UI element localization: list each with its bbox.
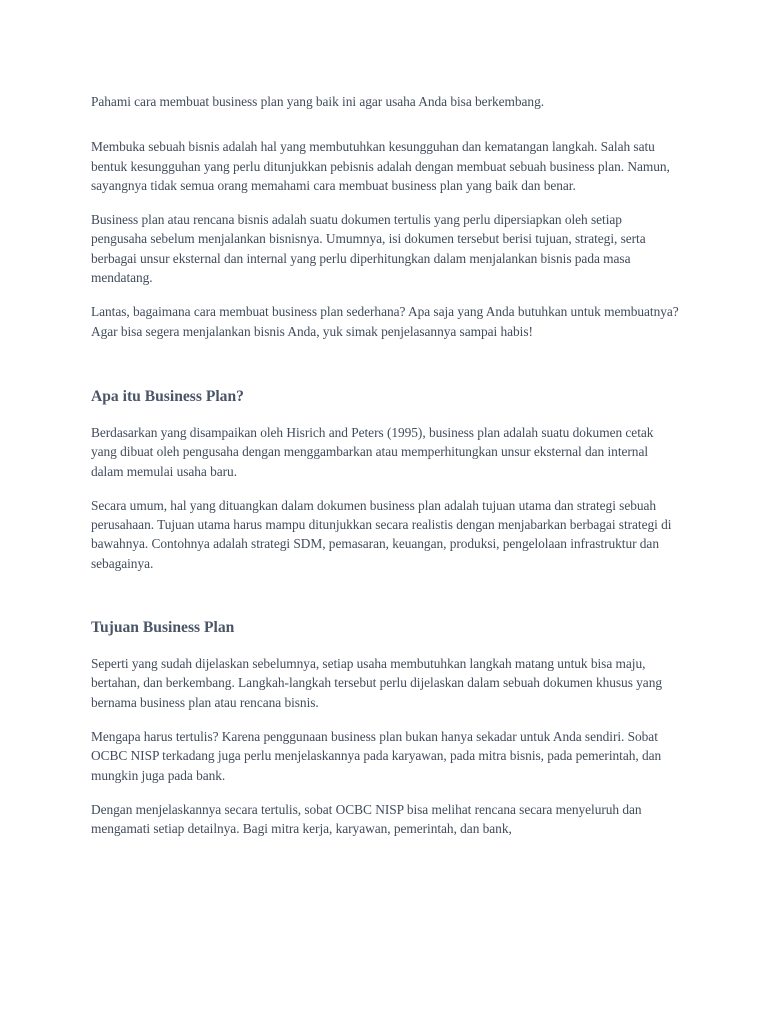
goal-paragraph-1: Seperti yang sudah dijelaskan sebelumnya, setiap usaha membutuhkan langkah matang untuk bisa maju, bertahan, dan berkembang. Langkah-langkah tersebut perlu dijelaskan dalam sebuah dokumen khusus yang bernama business plan atau rencana bisnis. [91, 656, 662, 710]
intro-paragraph-2: Business plan atau rencana bisnis adalah suatu dokumen tertulis yang perlu dipersiapkan oleh setiap pengusaha sebelum menjalankan bisnisnya. Umumnya, isi dokumen tersebut berisi tujuan, strategi, serta berbagai unsur eksternal dan internal yang perlu diperhitungkan dalam menjalankan bisnis pada masa mendatang. [91, 212, 646, 286]
lead-paragraph: Pahami cara membuat business plan yang baik ini agar usaha Anda bisa berkembang. [91, 94, 545, 109]
what-paragraph-1: Berdasarkan yang disampaikan oleh Hisrich and Peters (1995), business plan adalah suatu dokumen cetak yang dibuat oleh pengusaha dengan menggambarkan atau memperhitungkan unsur eksternal dan internal dalam memulai usaha baru. [91, 424, 654, 479]
section-heading-what: Apa itu Business Plan? [91, 387, 244, 405]
section-heading-goal: Tujuan Business Plan [91, 619, 235, 637]
intro-paragraph-1: Membuka sebuah bisnis adalah hal yang membutuhkan kesungguhan dan kematangan langkah. Salah satu bentuk kesungguhan yang perlu ditunjukkan pebisnis adalah dengan membuat sebuah business plan. Namun, sayangnya tidak semua orang memahami cara membuat business plan yang baik dan benar. [91, 139, 670, 193]
intro-paragraph-3: Lantas, bagaimana cara membuat business plan sederhana? Apa saja yang Anda butuhkan untuk membuatnya? Agar bisa segera menjalankan bisnis Anda, yuk simak penjelasannya sampai habis! [91, 304, 679, 339]
what-paragraph-2: Secara umum, hal yang dituangkan dalam dokumen business plan adalah tujuan utama dan strategi sebuah perusahaan. Tujuan utama harus mampu ditunjukkan secara realistis dengan menjabarkan berbagai strategi di bawahnya. Contohnya adalah strategi SDM, pemasaran, keuangan, produksi, pengelolaan infrastruktur dan sebagainya. [91, 497, 672, 571]
goal-paragraph-2: Mengapa harus tertulis? Karena penggunaan business plan bukan hanya sekadar untuk Anda sendiri. Sobat OCBC NISP terkadang juga perlu menjelaskannya pada karyawan, pada mitra bisnis, pada pemerintah, dan mungkin juga pada bank. [91, 728, 662, 783]
goal-paragraph-3: Dengan menjelaskannya secara tertulis, sobat OCBC NISP bisa melihat rencana secara menyeluruh dan mengamati setiap detailnya. Bagi mitra kerja, karyawan, pemerintah, dan bank, [91, 801, 642, 837]
